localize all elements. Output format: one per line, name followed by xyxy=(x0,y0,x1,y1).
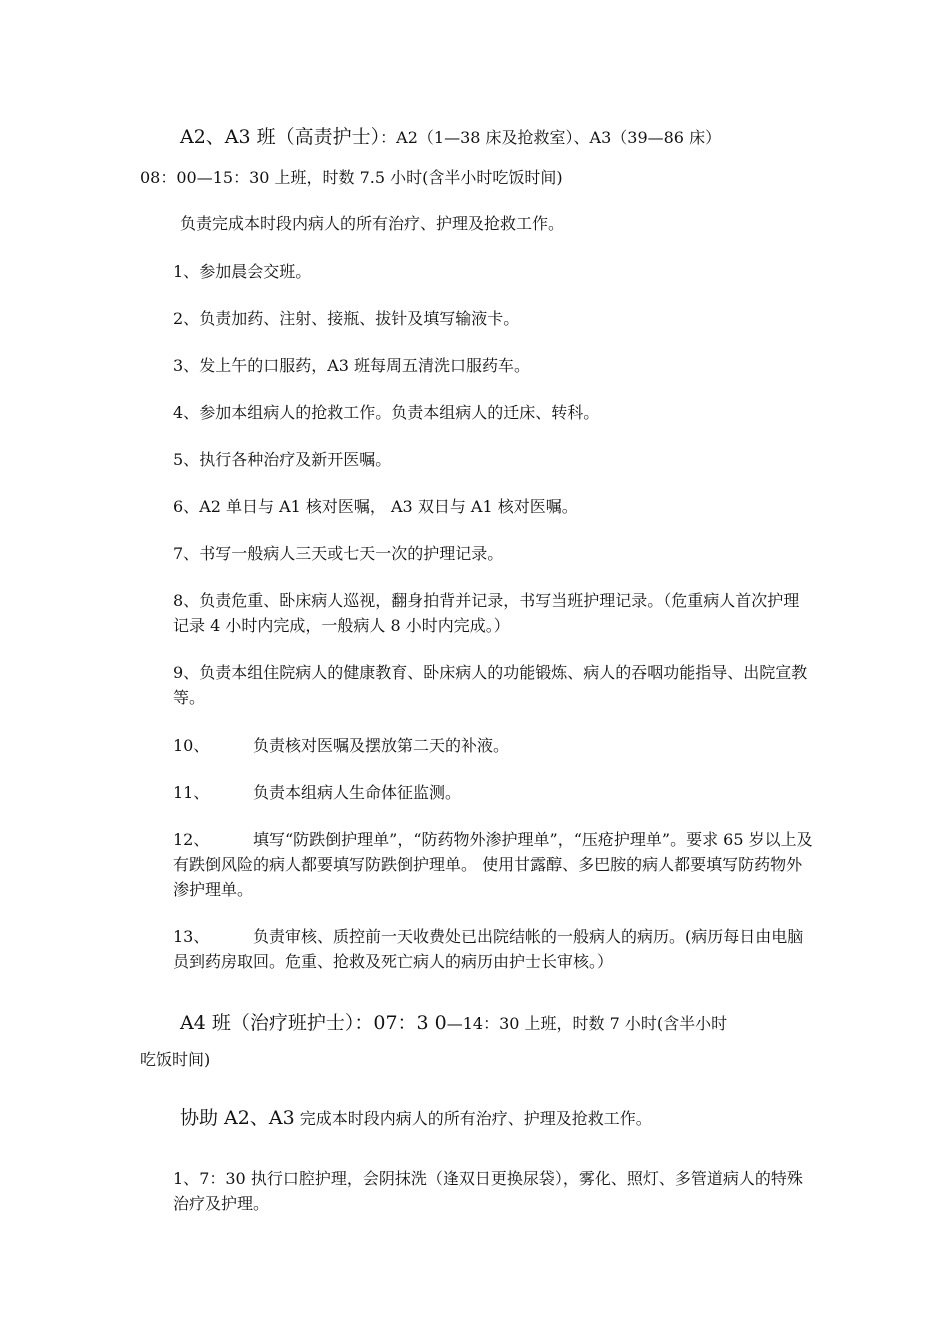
list-item xyxy=(173,494,813,519)
item-text: A2 单日与 A1 核对医嘱， A3 双日与 A1 核对医嘱。 xyxy=(199,497,578,516)
section-a2a3-summary: 负责完成本时段内病人的所有治疗、护理及抢救工作。 xyxy=(180,214,565,233)
item-number: 13、 xyxy=(173,927,210,946)
list-item xyxy=(173,827,813,902)
item-number: 3、 xyxy=(173,356,200,375)
section-a4-hours: —14：30 上班，时数 7 小时(含半小时 xyxy=(446,1014,728,1033)
section-a2a3-hours: 08：00—15：30 上班，时数 7.5 小时(含半小时吃饭时间) xyxy=(140,168,563,187)
section-a2a3-title: A2、A3 班（高责护士） xyxy=(180,126,381,148)
list-item xyxy=(173,780,813,805)
list-item xyxy=(173,447,813,472)
list-item xyxy=(173,353,813,378)
item-text: 7：30 执行口腔护理，会阴抹洗（逢双日更换尿袋），雾化、照灯、多管道病人的特殊治疗及护理。 xyxy=(173,1169,803,1213)
item-number: 12、 xyxy=(173,830,210,849)
section-a4-heading-wrap: 吃饭时间) xyxy=(140,1050,211,1069)
item-text: 负责本组病人生命体征监测。 xyxy=(253,783,462,802)
section-a4-summary-text: 完成本时段内病人的所有治疗、护理及抢救工作。 xyxy=(294,1109,652,1128)
item-text: 填写“防跌倒护理单”，“防药物外渗护理单”，“压疮护理单”。要求 65 岁以上及有跌倒风险的病人都要填写防跌倒护理单。 使用甘露醇、多巴胺的病人都要填写防药物外渗护理单。 xyxy=(173,830,813,899)
item-number: 8、 xyxy=(173,591,200,610)
item-number: 7、 xyxy=(173,544,200,563)
list-item xyxy=(173,400,813,425)
section-a2a3-beds: ：A2（1—38 床及抢救室）、A3（39—86 床） xyxy=(380,128,722,147)
list-item xyxy=(173,541,813,566)
item-text: 执行各种治疗及新开医嘱。 xyxy=(199,450,392,469)
item-text: 参加本组病人的抢救工作。负责本组病人的迁床、转科。 xyxy=(199,403,600,422)
item-number: 9、 xyxy=(173,663,200,682)
item-number: 2、 xyxy=(173,309,200,328)
item-number: 5、 xyxy=(173,450,200,469)
list-item xyxy=(173,588,813,638)
section-a4-title: A4 班（治疗班护士）：07：3 0 xyxy=(180,1012,447,1034)
item-text: 参加晨会交班。 xyxy=(199,262,312,281)
list-item xyxy=(173,306,813,331)
section-a4-summary xyxy=(180,1107,652,1130)
item-text: 书写一般病人三天或七天一次的护理记录。 xyxy=(199,544,504,563)
item-number: 4、 xyxy=(173,403,200,422)
list-item xyxy=(173,1166,813,1216)
item-text: 负责加药、注射、接瓶、拔针及填写输液卡。 xyxy=(199,309,520,328)
item-text: 负责危重、卧床病人巡视，翻身拍背并记录，书写当班护理记录。（危重病人首次护理记录 4 小时内完成，一般病人 8 小时内完成。） xyxy=(173,591,800,635)
item-number: 6、 xyxy=(173,497,200,516)
item-text: 发上午的口服药，A3 班每周五清洗口服药车。 xyxy=(199,356,531,375)
item-text: 负责本组住院病人的健康教育、卧床病人的功能锻炼、病人的吞咽功能指导、出院宣教等。 xyxy=(173,663,808,707)
list-item xyxy=(173,924,813,974)
section-a4-summary-lead: 协助 A2、A3 xyxy=(180,1107,295,1129)
item-number: 11、 xyxy=(173,783,210,802)
list-item xyxy=(173,660,813,710)
section-a4-heading xyxy=(180,1012,727,1035)
item-number: 10、 xyxy=(173,736,210,755)
item-number: 1、 xyxy=(173,1169,200,1188)
item-text: 负责核对医嘱及摆放第二天的补液。 xyxy=(253,736,510,755)
list-item xyxy=(173,259,813,284)
item-text: 负责审核、质控前一天收费处已出院结帐的一般病人的病历。(病历每日由电脑员到药房取回。危重、抢救及死亡病人的病历由护士长审核。） xyxy=(173,927,804,971)
item-number: 1、 xyxy=(173,262,200,281)
list-item xyxy=(173,733,813,758)
section-a2a3-heading xyxy=(180,126,721,149)
